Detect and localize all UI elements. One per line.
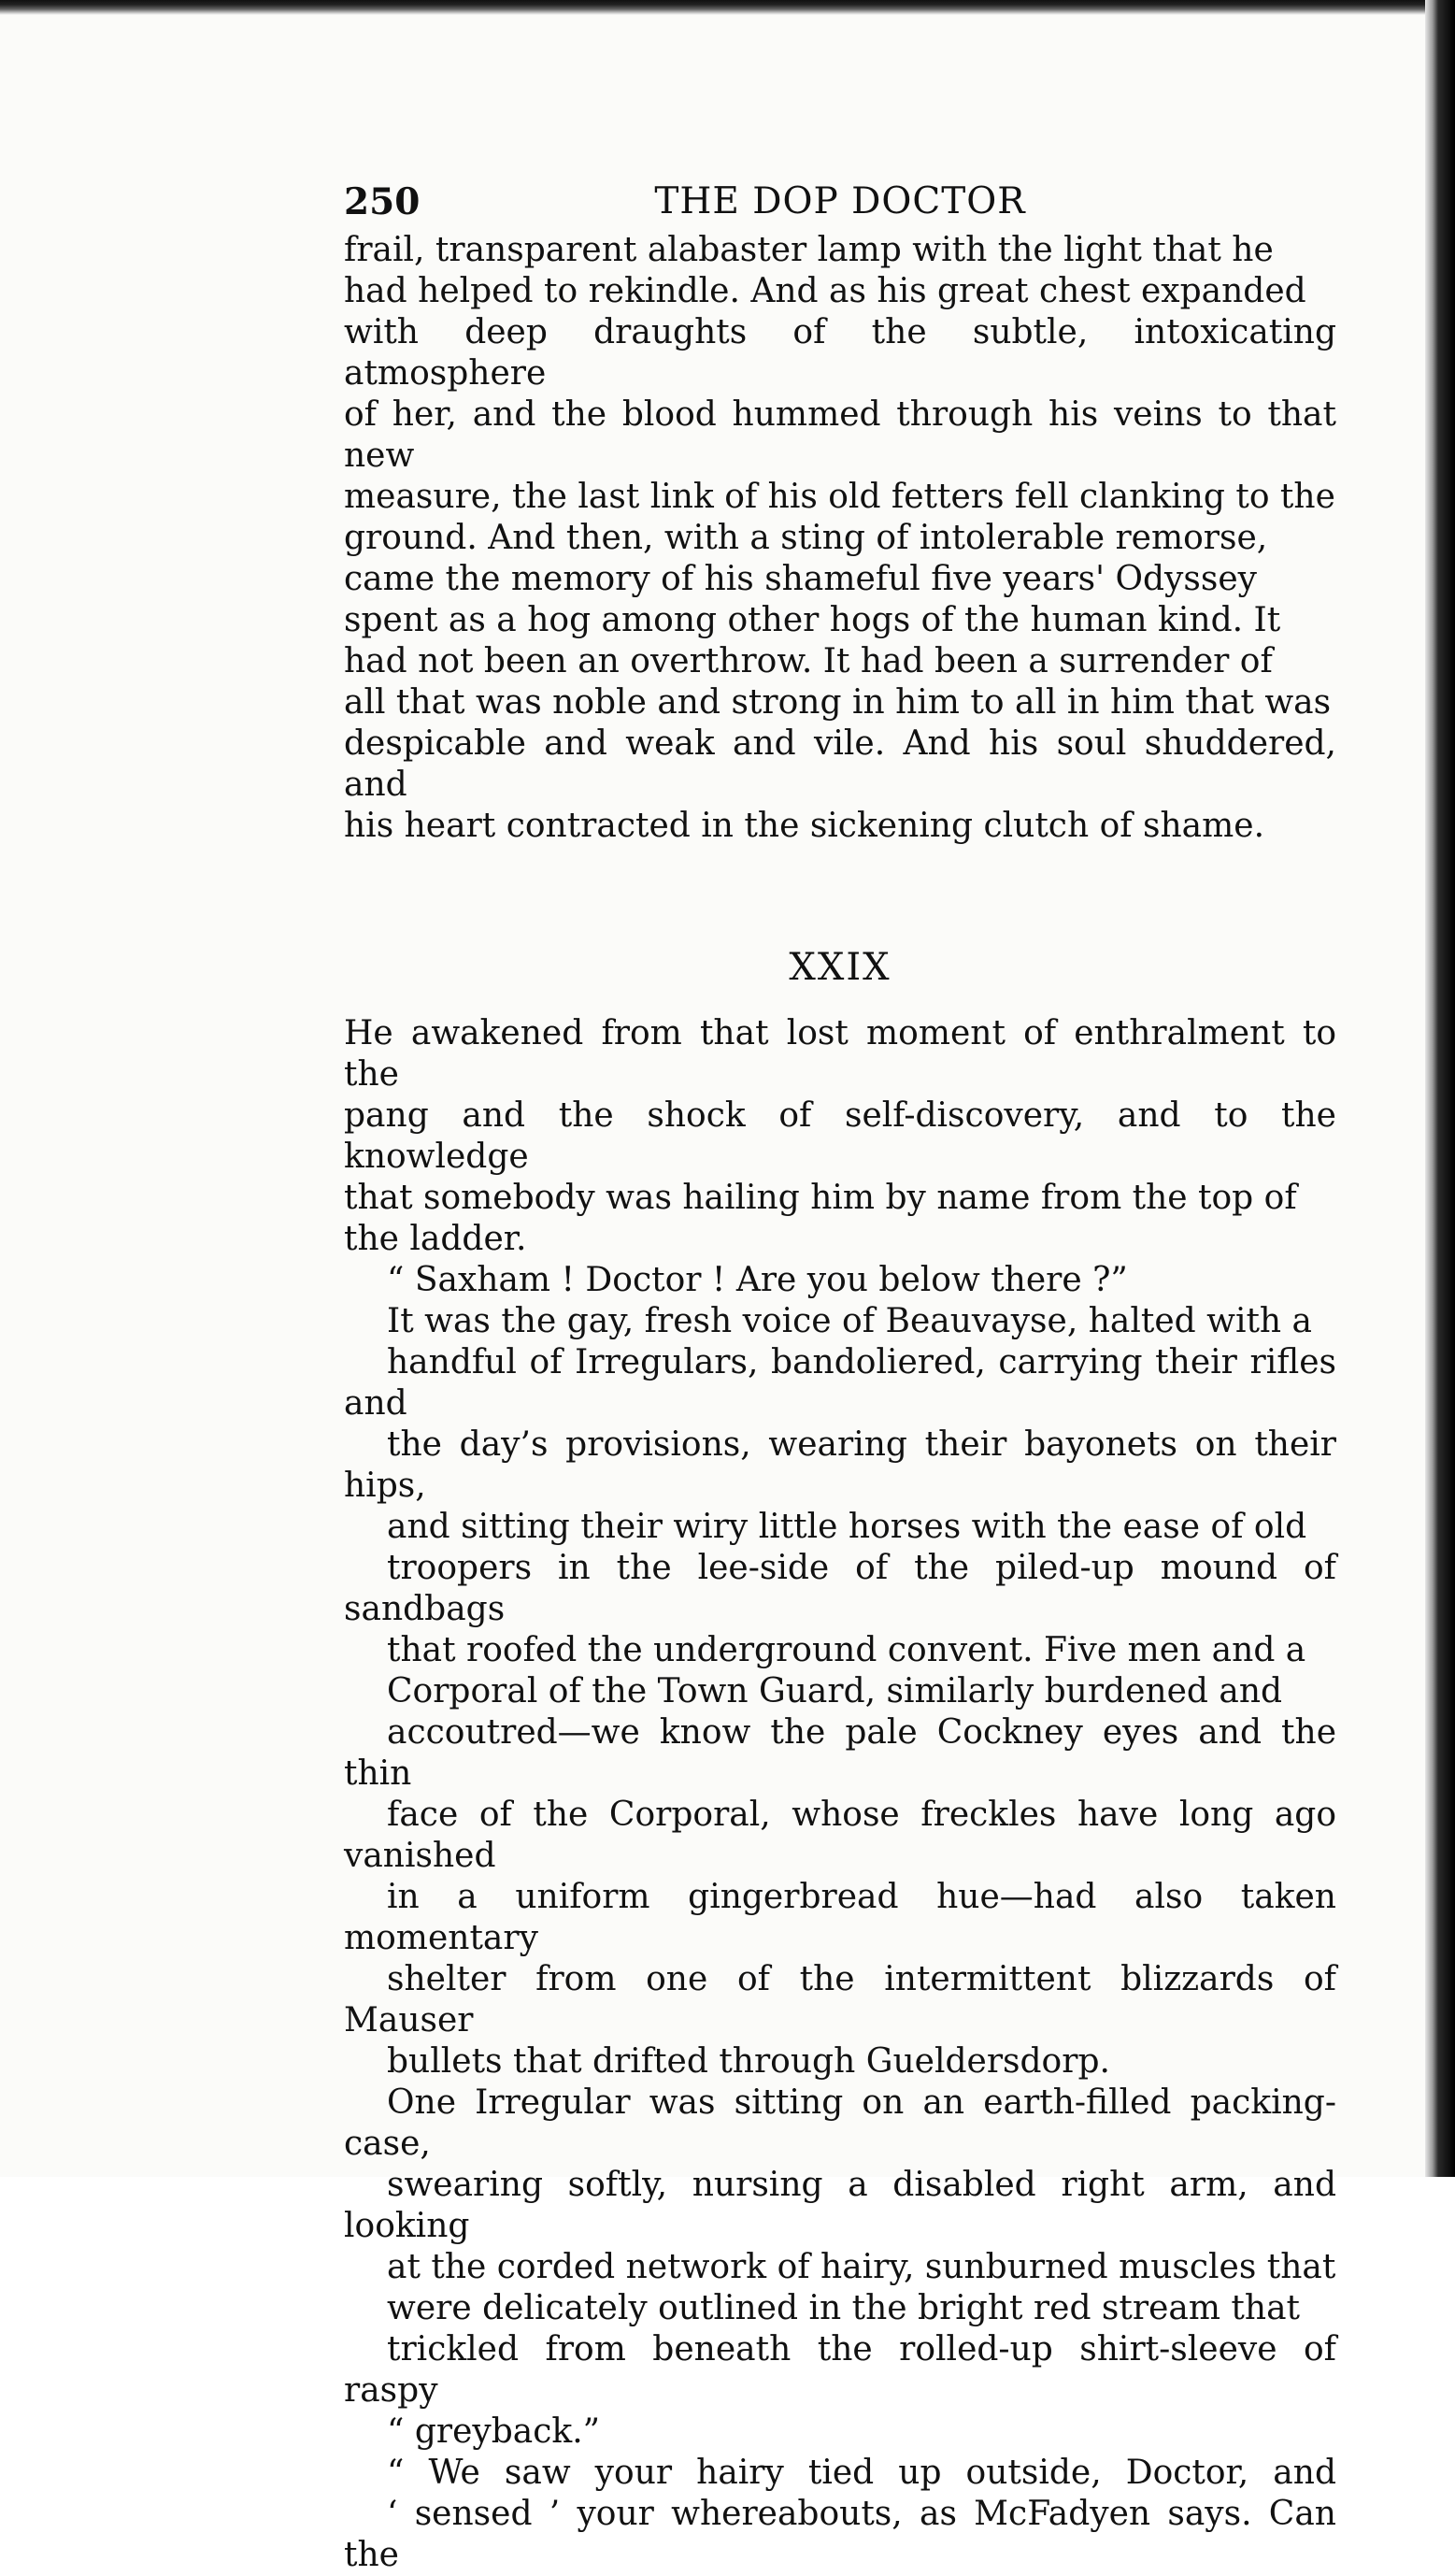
text-line: were delicately outlined in the bright red stream that — [387, 2289, 1301, 2327]
text-line: pang and the shock of self-discovery, and to the knowledge — [344, 1096, 1336, 1176]
text-line: troopers in the lee-side of the piled-up mound of sandbags — [344, 1549, 1336, 1628]
text-line: the day’s provisions, wearing their bayonets on their hips, — [344, 1425, 1336, 1505]
text-line: of her, and the blood hummed through his veins to that new — [344, 395, 1336, 475]
text-line: spent as a hog among other hogs of the human kind. It — [344, 601, 1281, 639]
text-line: frail, transparent alabaster lamp with the light that he — [344, 231, 1274, 269]
paragraph-beauvayse — [344, 1301, 1336, 2082]
running-title: THE DOP DOCTOR — [654, 180, 1026, 222]
text-line: despicable and weak and vile. And his soul shuddered, and — [344, 724, 1336, 804]
text-line: that roofed the underground convent. Five men and a — [387, 1631, 1306, 1669]
text-line: had not been an overthrow. It had been a surrender of — [344, 642, 1273, 680]
page-number: 250 — [344, 180, 421, 223]
text-line: the ladder. — [344, 1220, 527, 1258]
text-line: had helped to rekindle. And as his great chest expanded — [344, 272, 1306, 310]
paragraph-awakened — [344, 1013, 1336, 1260]
text-line: in a uniform gingerbread hue—had also taken momentary — [344, 1878, 1336, 1957]
text-line: trickled from beneath the rolled-up shirt-sleeve of raspy — [344, 2330, 1336, 2410]
page-header — [344, 174, 1336, 230]
paragraph-frail-lamp — [344, 230, 1336, 847]
text-line: “ Saxham ! Doctor ! Are you below there ?” — [387, 1261, 1128, 1299]
text-line: ground. And then, with a sting of intolerable remorse, — [344, 519, 1268, 557]
text-line: all that was noble and strong in him to all in him that was — [344, 683, 1332, 722]
text-line: “ greyback.” — [387, 2412, 601, 2451]
text-line: He awakened from that lost moment of enthralment to the — [344, 1014, 1336, 1094]
text-line: shelter from one of the intermittent blizzards of Mauser — [344, 1960, 1336, 2039]
chapter-heading: XXIX — [789, 946, 892, 989]
text-line: came the memory of his shameful five years' Odyssey — [344, 560, 1257, 598]
text-line: bullets that drifted through Gueldersdorp. — [387, 2042, 1110, 2081]
paragraph-irregular — [344, 2082, 1336, 2453]
text-line: at the corded network of hairy, sunburned muscles that — [387, 2248, 1336, 2286]
text-line: and sitting their wiry little horses with the ease of old — [387, 1508, 1307, 1546]
text-line: One Irregular was sitting on an earth-filled packing-case, — [344, 2083, 1336, 2163]
paragraph-hairy-outside — [344, 2453, 1336, 2576]
text-line: It was the gay, fresh voice of Beauvayse, halted with a — [387, 1302, 1313, 1340]
text-line: face of the Corporal, whose freckles have long ago vanished — [344, 1796, 1336, 1875]
text-line: his heart contracted in the sickening clutch of shame. — [344, 807, 1265, 845]
text-line: ‘ sensed ’ your whereabouts, as McFadyen says. Can the — [344, 2495, 1336, 2574]
text-line: that somebody was hailing him by name from the top of — [344, 1179, 1297, 1217]
text-block — [344, 174, 1336, 2576]
text-line: measure, the last link of his old fetters fell clanking to the — [344, 478, 1335, 516]
page-top-edge — [0, 0, 1455, 15]
text-line: handful of Irregulars, bandoliered, carrying their rifles and — [344, 1343, 1336, 1423]
text-line: Corporal of the Town Guard, similarly burdened and — [387, 1672, 1283, 1710]
paragraph-saxham-call — [344, 1260, 1336, 1301]
text-line: “ We saw your hairy tied up outside, Doctor, and — [387, 2454, 1336, 2492]
text-line: accoutred—we know the pale Cockney eyes and the thin — [344, 1713, 1336, 1793]
text-line: with deep draughts of the subtle, intoxicating atmosphere — [344, 313, 1336, 393]
page-binding-shadow — [1425, 0, 1455, 2177]
text-line: swearing softly, nursing a disabled right arm, and looking — [344, 2166, 1336, 2245]
